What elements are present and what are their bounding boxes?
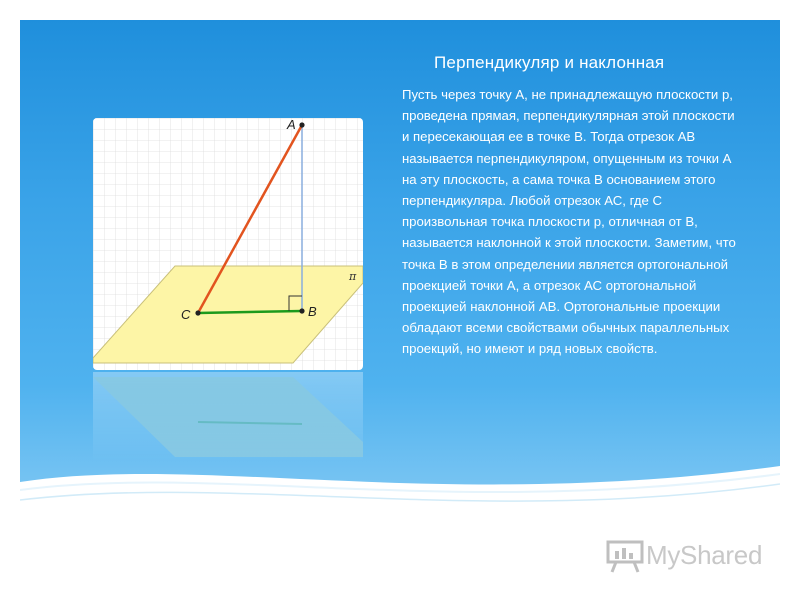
label-c: C: [181, 307, 191, 322]
slide-title: Перпендикуляр и наклонная: [434, 53, 665, 72]
label-a: A: [287, 118, 296, 132]
point-b: [299, 308, 304, 313]
slide: [20, 20, 780, 540]
wave-band: [20, 460, 780, 540]
point-c: [195, 310, 200, 315]
label-plane-pi: π: [349, 270, 357, 283]
presentation-board-icon: [606, 538, 646, 574]
figure-reflection: [93, 372, 363, 462]
watermark-brand: MyShared: [646, 540, 763, 570]
slide-body-text: Пусть через точку А, не принадлежащую плоскости р, проведена прямая, перпендикулярная этой плоскости и пересекающая ее в точке В. Тогда отрезок АВ называется перпендикуляром, опущенным из точки А на эту плоскость, а сама точка В основанием этого перпендикуляра. Любой отрезок АС, где С произвольная точка плоскости р, отличная от В, называется наклонной к этой плоскости. Заметим, что точка В в этом определении является ортогональной проекцией точки А, а отрезок АС ортогональной проекцией наклонной АВ. Ортогональные проекции обладают всеми свойствами обычных параллельных проекций, но имеют и ряд новых свойств.: [402, 87, 736, 357]
geometry-figure: [93, 118, 363, 370]
label-b: B: [308, 304, 317, 319]
point-a: [299, 122, 304, 127]
